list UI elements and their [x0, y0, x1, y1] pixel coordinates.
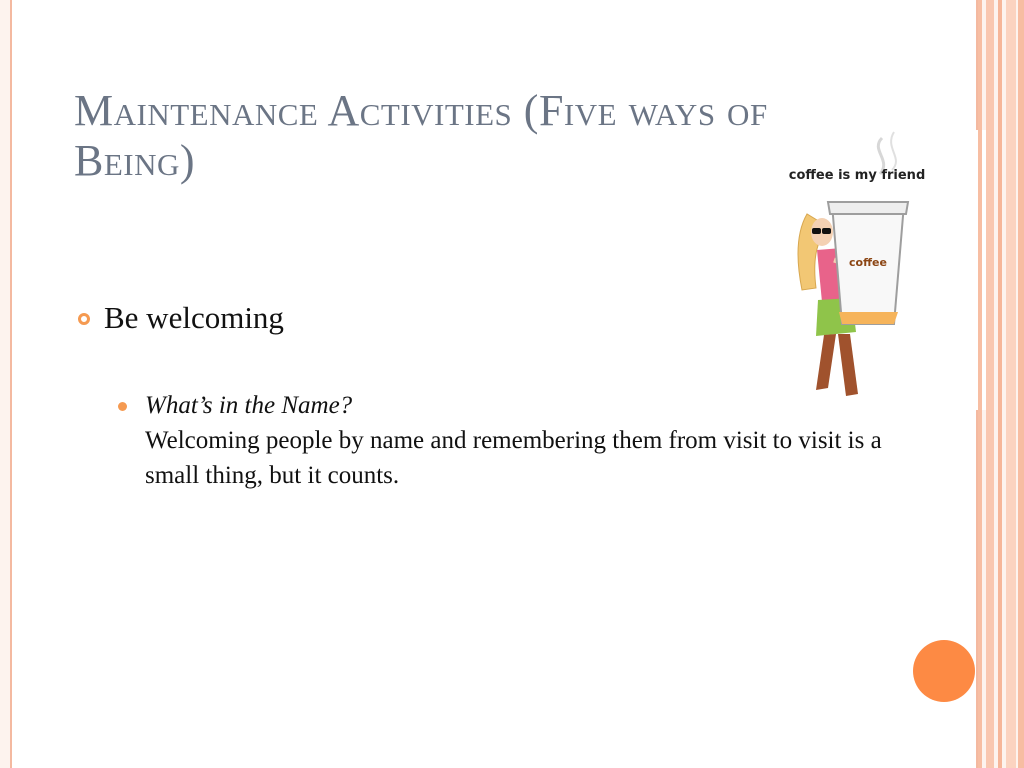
slide-panel [10, 0, 978, 768]
stripe [998, 0, 1002, 768]
ring-bullet-icon [78, 313, 90, 325]
boot-icon [838, 334, 858, 396]
sunglasses-icon [812, 228, 821, 234]
bullet-level-1 [78, 300, 284, 336]
dot-bullet-icon [118, 402, 127, 411]
cup-band-icon [839, 312, 898, 324]
bullet-1-text: Be welcoming [104, 300, 284, 335]
stripe [1018, 0, 1024, 768]
stripe [978, 0, 982, 768]
stripe [986, 0, 994, 768]
sunglasses-icon [822, 228, 831, 234]
decorative-stripes [978, 0, 1024, 768]
bullet-2-body: Welcoming people by name and remembering them from visit to visit is a small thing, but it counts. [145, 427, 882, 489]
steam-icon [891, 132, 896, 170]
slide-title: Maintenance Activities (Five ways of Being) [74, 86, 768, 185]
stripe [1006, 0, 1016, 768]
decorative-circle [913, 640, 975, 702]
cup-lid-icon [828, 202, 908, 214]
bullet-level-2 [118, 388, 885, 493]
coffee-illustration [782, 130, 992, 410]
bullet-2-subhead: What’s in the Name? [145, 392, 353, 419]
bullet-2-content [145, 388, 885, 493]
illustration-caption: coffee is my friend [788, 168, 926, 183]
cup-label: coffee [849, 256, 887, 269]
boot-icon [816, 334, 836, 390]
